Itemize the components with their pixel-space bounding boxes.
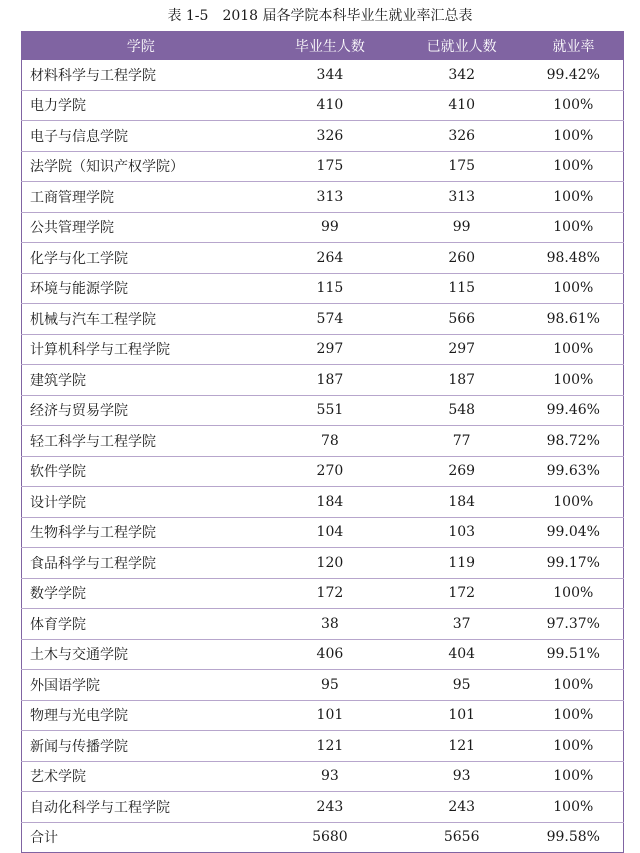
employed-cell: 101 [400,700,524,731]
rate-cell: 100% [524,151,624,182]
table-row [22,517,624,548]
table-row [22,243,624,274]
college-name-cell: 新闻与传播学院 [22,731,261,762]
rate-cell: 98.61% [524,304,624,335]
rate-cell: 100% [524,121,624,152]
college-name-cell: 机械与汽车工程学院 [22,304,261,335]
table-row [22,761,624,792]
rate-cell: 100% [524,365,624,396]
graduates-cell: 120 [260,548,400,579]
employed-cell: 37 [400,609,524,640]
rate-cell: 100% [524,700,624,731]
employed-cell: 269 [400,456,524,487]
graduates-cell: 175 [260,151,400,182]
header-employed: 已就业人数 [400,31,524,60]
college-name-cell: 计算机科学与工程学院 [22,334,261,365]
graduates-cell: 99 [260,212,400,243]
graduates-cell: 574 [260,304,400,335]
college-name-cell: 建筑学院 [22,365,261,396]
employed-cell: 175 [400,151,524,182]
college-name-cell: 自动化科学与工程学院 [22,792,261,823]
table-row [22,273,624,304]
table-body [22,60,624,853]
rate-cell: 100% [524,182,624,213]
table-row [22,456,624,487]
graduates-cell: 406 [260,639,400,670]
graduates-cell: 264 [260,243,400,274]
rate-cell: 97.37% [524,609,624,640]
table-row [22,548,624,579]
graduates-cell: 551 [260,395,400,426]
college-name-cell: 体育学院 [22,609,261,640]
rate-cell: 99.46% [524,395,624,426]
rate-cell: 100% [524,731,624,762]
rate-cell: 98.72% [524,426,624,457]
rate-cell: 100% [524,487,624,518]
employed-cell: 184 [400,487,524,518]
college-name-cell: 合计 [22,822,261,853]
employed-cell: 260 [400,243,524,274]
table-row [22,334,624,365]
rate-cell: 99.04% [524,517,624,548]
college-name-cell: 食品科学与工程学院 [22,548,261,579]
table-row [22,395,624,426]
college-name-cell: 电力学院 [22,90,261,121]
rate-cell: 99.17% [524,548,624,579]
table-row [22,60,624,90]
college-name-cell: 电子与信息学院 [22,121,261,152]
table-row [22,578,624,609]
employed-cell: 313 [400,182,524,213]
table-row [22,670,624,701]
employed-cell: 115 [400,273,524,304]
rate-cell: 100% [524,761,624,792]
rate-cell: 100% [524,90,624,121]
rate-cell: 100% [524,334,624,365]
graduates-cell: 243 [260,792,400,823]
graduates-cell: 38 [260,609,400,640]
graduates-cell: 121 [260,731,400,762]
employed-cell: 93 [400,761,524,792]
graduates-cell: 104 [260,517,400,548]
college-name-cell: 材料科学与工程学院 [22,60,261,90]
college-name-cell: 经济与贸易学院 [22,395,261,426]
header-college: 学院 [22,31,261,60]
employed-cell: 172 [400,578,524,609]
table-row [22,426,624,457]
employed-cell: 566 [400,304,524,335]
table-caption [0,6,640,26]
rate-cell: 99.58% [524,822,624,853]
graduates-cell: 410 [260,90,400,121]
table-number: 表 1-5 [167,8,209,24]
rate-cell: 99.63% [524,456,624,487]
employed-cell: 187 [400,365,524,396]
employed-cell: 95 [400,670,524,701]
college-name-cell: 法学院（知识产权学院） [22,151,261,182]
table-row [22,487,624,518]
graduates-cell: 5680 [260,822,400,853]
employed-cell: 5656 [400,822,524,853]
rate-cell: 98.48% [524,243,624,274]
graduates-cell: 313 [260,182,400,213]
college-name-cell: 公共管理学院 [22,212,261,243]
employed-cell: 243 [400,792,524,823]
header-row [22,31,624,60]
graduates-cell: 172 [260,578,400,609]
college-name-cell: 轻工科学与工程学院 [22,426,261,457]
employed-cell: 548 [400,395,524,426]
employment-summary-table [21,31,624,853]
employed-cell: 77 [400,426,524,457]
table-row [22,792,624,823]
table-row [22,212,624,243]
college-name-cell: 软件学院 [22,456,261,487]
table-row [22,700,624,731]
employed-cell: 342 [400,60,524,90]
rate-cell: 100% [524,273,624,304]
college-name-cell: 化学与化工学院 [22,243,261,274]
employed-cell: 121 [400,731,524,762]
college-name-cell: 工商管理学院 [22,182,261,213]
graduates-cell: 78 [260,426,400,457]
header-graduates: 毕业生人数 [260,31,400,60]
graduates-cell: 95 [260,670,400,701]
table-row [22,304,624,335]
rate-cell: 100% [524,212,624,243]
graduates-cell: 93 [260,761,400,792]
college-name-cell: 数学学院 [22,578,261,609]
employed-cell: 326 [400,121,524,152]
total-row [22,822,624,853]
table-row [22,121,624,152]
employed-cell: 99 [400,212,524,243]
college-name-cell: 环境与能源学院 [22,273,261,304]
table-row [22,151,624,182]
rate-cell: 100% [524,792,624,823]
employed-cell: 103 [400,517,524,548]
college-name-cell: 生物科学与工程学院 [22,517,261,548]
table-title: 2018 届各学院本科毕业生就业率汇总表 [222,8,473,24]
table-row [22,609,624,640]
employed-cell: 119 [400,548,524,579]
table-row [22,90,624,121]
college-name-cell: 设计学院 [22,487,261,518]
rate-cell: 99.42% [524,60,624,90]
rate-cell: 100% [524,670,624,701]
rate-cell: 100% [524,578,624,609]
table-row [22,182,624,213]
graduates-cell: 344 [260,60,400,90]
header-rate: 就业率 [524,31,624,60]
table-row [22,731,624,762]
graduates-cell: 187 [260,365,400,396]
graduates-cell: 270 [260,456,400,487]
college-name-cell: 艺术学院 [22,761,261,792]
graduates-cell: 101 [260,700,400,731]
employed-cell: 297 [400,334,524,365]
rate-cell: 99.51% [524,639,624,670]
college-name-cell: 物理与光电学院 [22,700,261,731]
graduates-cell: 297 [260,334,400,365]
table-row [22,639,624,670]
graduates-cell: 326 [260,121,400,152]
graduates-cell: 184 [260,487,400,518]
employed-cell: 410 [400,90,524,121]
college-name-cell: 土木与交通学院 [22,639,261,670]
college-name-cell: 外国语学院 [22,670,261,701]
employed-cell: 404 [400,639,524,670]
graduates-cell: 115 [260,273,400,304]
table-row [22,365,624,396]
